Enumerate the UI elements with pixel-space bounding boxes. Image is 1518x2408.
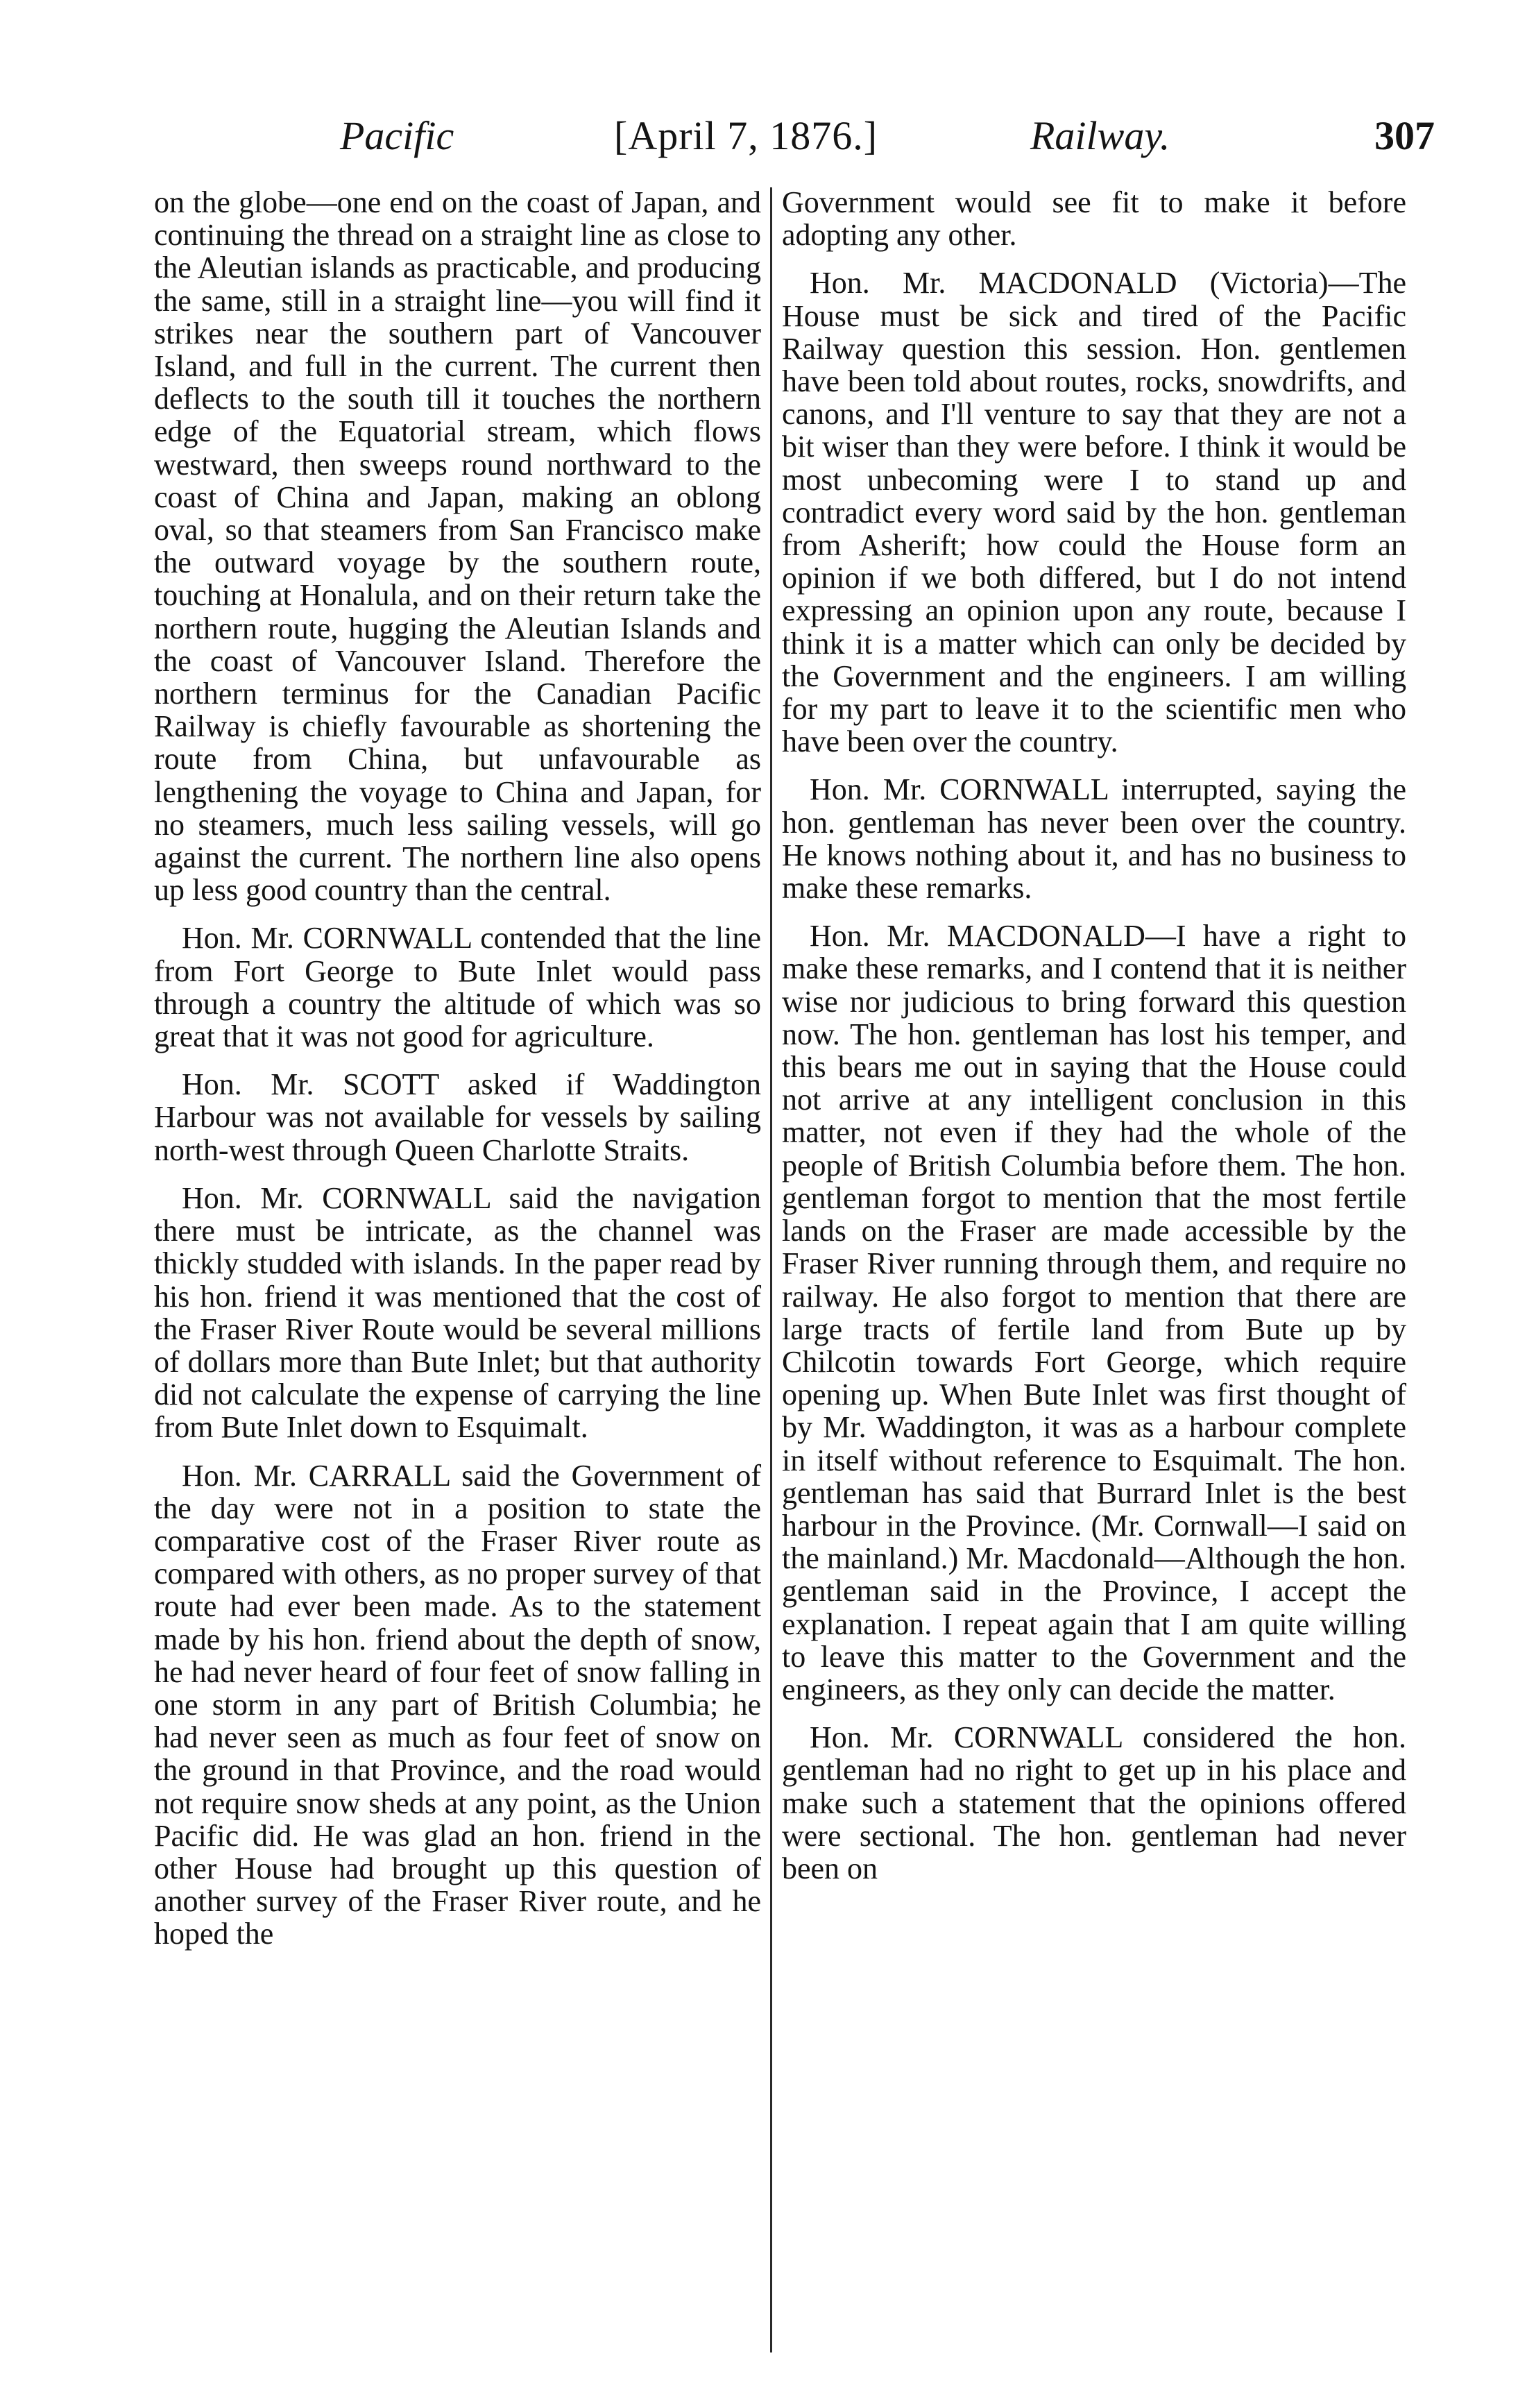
paragraph: on the globe—one end on the coast of Japan, and continuing the thread on a straight line as close to the Aleutian islands as practicable, and producing the same, still in a straight line—you will find it strikes near the southern part of Vancouver Island, and full in the current. The current then deflects to the south till it touches the northern edge of the Equatorial stream, which flows westward, then sweeps round northward to the coast of China and Japan, making an oblong oval, so that steamers from San Francisco make the outward voyage by the southern route, touching at Honalula, and on their return take the northern route, hugging the Aleutian Islands and the coast of Vancouver Island. Therefore the northern terminus for the Canadian Pacific Railway is chiefly favourable as shortening the route from China, but unfavourable as lengthening the voyage to China and Japan, for no steamers, much less sailing vessels, will go against the current. The northern line also opens up less good country than the central.	[154, 185, 761, 908]
paragraph: Hon. Mr. MACDONALD—I have a right to make these remarks, and I contend that it is neither wise nor judicious to bring forward this question now. The hon. gentleman has lost his temper, and this bears me out in saying that the House could not arrive at any intelligent conclusion in this matter, not even if they had the whole of the people of British Columbia before them. The hon. gentleman forgot to mention that the most fertile lands on the Fraser are made accessible by the Fraser River running through them, and require no railway. He also forgot to mention that there are large tracts of fertile land from Bute up by Chilcotin towards Fort George, which require opening up. When Bute Inlet was first thought of by Mr. Waddington, it was as a harbour complete in itself without reference to Esquimalt. The hon. gentleman has said that Burrard Inlet is the best harbour in the Province. (Mr. Cornwall—I said on the mainland.) Mr. Macdonald—Although the hon. gentleman said in the Province, I accept the explanation. I repeat again that I am quite willing to leave this matter to the Government and the engineers, as they only can decide the matter.	[782, 919, 1406, 1706]
header-right-title: Railway.	[1030, 113, 1170, 158]
running-header	[142, 97, 1435, 163]
header-left-title: Pacific	[340, 113, 454, 158]
header-date: [April 7, 1876.]	[614, 113, 878, 158]
right-column	[782, 186, 1406, 1900]
paragraph: Hon. Mr. CORNWALL considered the hon. gentleman had no right to get up in his place and make such a statement that the opinions offered were sectional. The hon. gentleman had never been on	[782, 1720, 1406, 1885]
paragraph: Hon. Mr. CORNWALL interrupted, saying the hon. gentleman has never been over the country. He knows nothing about it, and has no business to make these remarks.	[782, 772, 1406, 906]
column-divider	[770, 187, 772, 2352]
left-column	[154, 186, 761, 1966]
paragraph: Hon. Mr. SCOTT asked if Waddington Harbour was not available for vessels by sailing north-west through Queen Charlotte Straits.	[154, 1067, 761, 1167]
paragraph: Government would see fit to make it before adopting any other.	[782, 185, 1406, 253]
paragraph: Hon. Mr. CORNWALL contended that the line from Fort George to Bute Inlet would pass through a country the altitude of which was so great that it was not good for agriculture.	[154, 921, 761, 1054]
paragraph: Hon. Mr. CARRALL said the Government of the day were not in a position to state the comparative cost of the Fraser River route as compared with others, as no proper survey of that route had ever been made. As to the statement made by his hon. friend about the depth of snow, he had never heard of four feet of snow falling in one storm in any part of British Columbia; he had never seen as much as four feet of snow on the ground in that Province, and the road would not require snow sheds at any point, as the Union Pacific did. He was glad an hon. friend in the other House had brought up this question of another survey of the Fraser River route, and he hoped the	[154, 1458, 761, 1951]
paragraph: Hon. Mr. MACDONALD (Victoria)—The House must be sick and tired of the Pacific Railway question this session. Hon. gentlemen have been told about routes, rocks, snowdrifts, and canons, and I'll venture to say that they are not a bit wiser than they were before. I think it would be most unbecoming were I to stand up and contradict every word said by the hon. gentleman from Asherift; how could the House form an opinion if we both differed, but I do not intend expressing an opinion upon any route, because I think it is a matter which can only be decided by the Government and the engineers. I am willing for my part to leave it to the scientific men who have been over the country.	[782, 266, 1406, 759]
paragraph: Hon. Mr. CORNWALL said the navigation there must be intricate, as the channel was thickly studded with islands. In the paper read by his hon. friend it was mentioned that the cost of the Fraser River Route would be several millions of dollars more than Bute Inlet; but that authority did not calculate the expense of carrying the line from Bute Inlet down to Esquimalt.	[154, 1180, 761, 1445]
page-number: 307	[1374, 113, 1435, 158]
